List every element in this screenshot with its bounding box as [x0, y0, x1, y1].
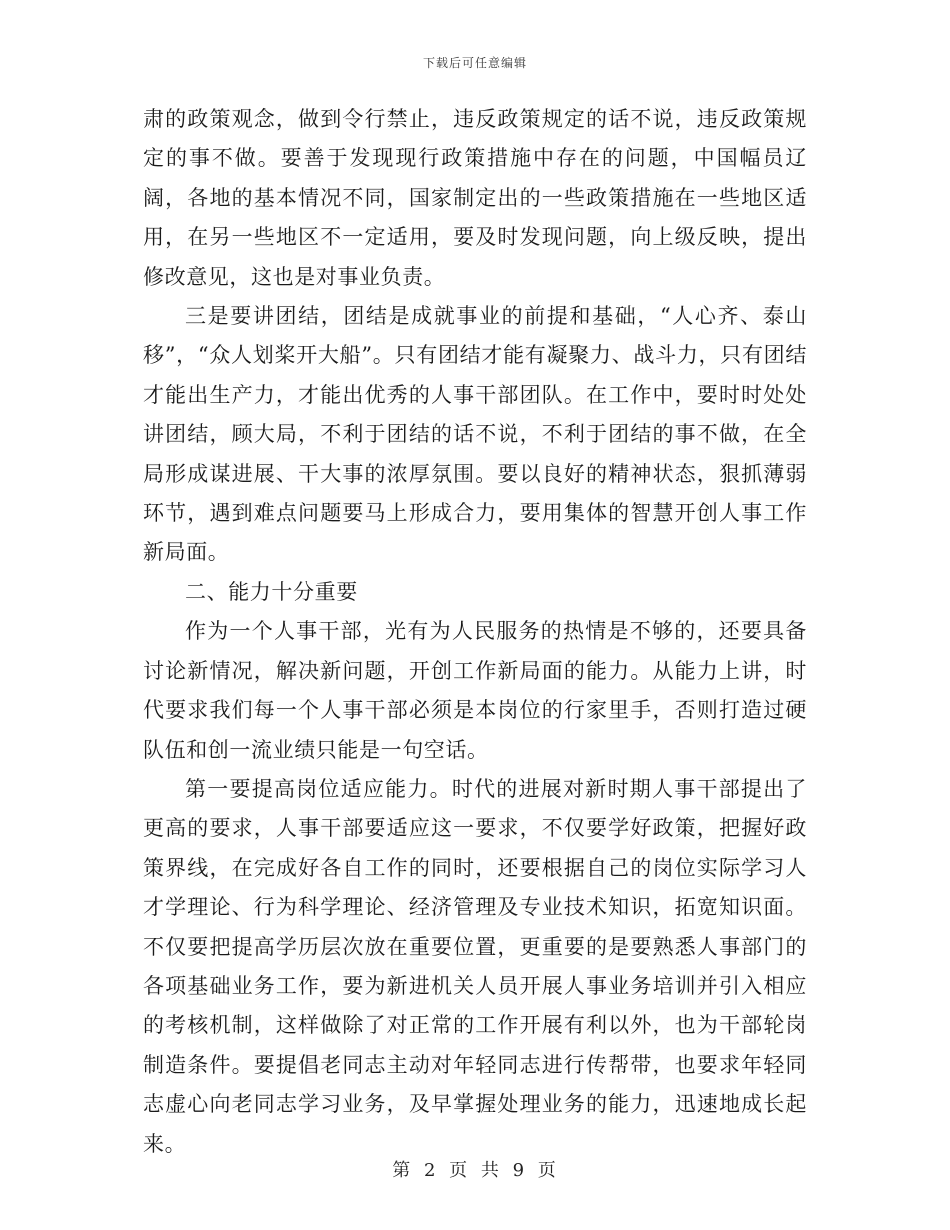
document-body [143, 100, 807, 1164]
paragraph-policy-continuation: 肃的政策观念，做到令行禁止，违反政策规定的话不说，违反政策规定的事不做。要善于发现现行政策措施中存在的问题，中国幅员辽阔，各地的基本情况不同，国家制定出的一些政策措施在一些地区适用，在另一些地区不一定适用，要及时发现问题，向上级反映，提出修改意见，这也是对事业负责。 [143, 107, 807, 289]
page-number-footer: 第 2 页 共 9 页 [392, 1160, 558, 1181]
section-heading-ability: 二、能力十分重要 [185, 579, 358, 604]
paragraph-ability-intro: 作为一个人事干部，光有为人民服务的热情是不够的，还要具备讨论新情况，解决新问题，开创工作新局面的能力。从能力上讲，时代要求我们每一个人事干部必须是本岗位的行家里手，否则打造过硬队伍和创一流业绩只能是一句空话。 [143, 619, 807, 762]
paragraph-job-adaptation: 第一要提高岗位适应能力。时代的进展对新时期人事干部提出了更高的要求，人事干部要适应这一要求，不仅要学好政策，把握好政策界线，在完成好各自工作的同时，还要根据自己的岗位实际学习人才学理论、行为科学理论、经济管理及专业技术知识，拓宽知识面。不仅要把提高学历层次放在重要位置，更重要的是要熟悉人事部门的各项基础业务工作，要为新进机关人员开展人事业务培训并引入相应的考核机制，这样做除了对正常的工作开展有利以外，也为干部轮岗制造条件。要提倡老同志主动对年轻同志进行传帮带，也要求年轻同志虚心向老同志学习业务，及早掌握处理业务的能力，迅速地成长起来。 [143, 776, 807, 1156]
page-header: 下载后可任意编辑 [422, 56, 527, 70]
paragraph-unity: 三是要讲团结，团结是成就事业的前提和基础，“人心齐、泰山移”，“众人划桨开大船”。只有团结才能有凝聚力、战斗力，只有团结才能出生产力，才能出优秀的人事干部团队。在工作中，要时时处处讲团结，顾大局，不利于团结的话不说，不利于团结的事不做，在全局形成谋进展、干大事的浓厚氛围。要以良好的精神状态，狠抓薄弱环节，遇到难点问题要马上形成合力，要用集体的智慧开创人事工作新局面。 [143, 304, 807, 565]
